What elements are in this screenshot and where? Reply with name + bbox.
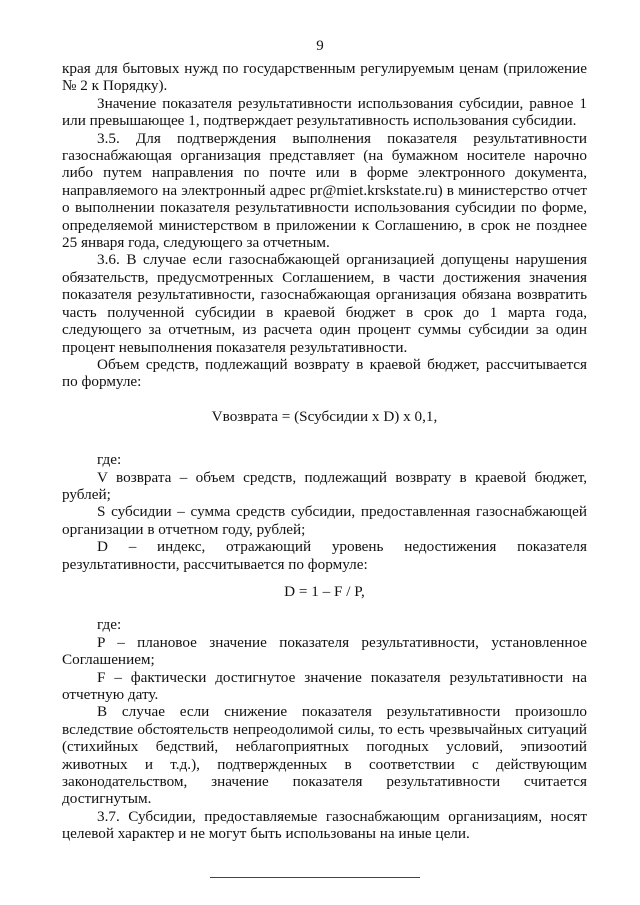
paragraph-result-value: Значение показателя результативности использования субсидии, равное 1 или превышающее 1, подтверждает результативность использования субсидии. <box>62 94 587 130</box>
formula-d-index: D = 1 – F / P, <box>284 582 365 600</box>
paragraph-continuation: края для бытовых нужд по государственным регулируемым ценам (приложение № 2 к Порядку). <box>62 60 587 95</box>
paragraph-3-7: 3.7. Субсидии, предоставляемые газоснабжающим организациям, носят целевой характер и не могут быть использованы на иные цели. <box>62 807 587 843</box>
document-body <box>62 60 587 843</box>
where-label-1: где: <box>97 451 122 469</box>
page-number: 9 <box>316 38 324 54</box>
definition-p: P – плановое значение показателя результативности, установленное Соглашением; <box>62 633 587 669</box>
paragraph-3-6: 3.6. В случае если газоснабжающей организацией допущены нарушения обязательств, предусмотренных Соглашением, в части достижения значения показателя результативности, газоснабжающая организация обязана возвратить часть полученной субсидии в краевой бюджет в срок до 1 марта года, следующего за отчетным, из расчета один процент суммы субсидии за один процент невыполнения показателя результативности. <box>62 251 587 356</box>
where-label-2: где: <box>97 616 122 634</box>
formula-refund: Vвозврата = (Sсубсидии x D) x 0,1, <box>211 407 438 425</box>
paragraph-3-5: 3.5. Для подтверждения выполнения показателя результативности газоснабжающая организация представляет (на бумажном носителе нарочно либо путем направления по почте или в форме электронного документа, направляемого на электронный адрес pr@miet.krskstate.ru) в министерство отчет о выполнении показателя результативности использования субсидии по форме, определяемой министерством в приложении к Соглашению, в срок не позднее 25 января года, следующего за отчетным. <box>62 129 587 252</box>
footer-divider <box>210 877 420 878</box>
definition-f: F – фактически достигнутое значение показателя результативности на отчетную дату. <box>62 668 587 703</box>
paragraph-force-majeure: В случае если снижение показателя результативности произошло вследствие обстоятельств непреодолимой силы, то есть чрезвычайных ситуаций (стихийных бедствий, неблагоприятных погодных условий, эпизоотий животных и т.д.), подтвержденных в соответствии с действующим законодательством, значение показателя результативности считается достигнутым. <box>62 703 587 808</box>
definition-s: S субсидии – сумма средств субсидии, предоставленная газоснабжающей организации в отчетном году, рублей; <box>62 503 587 538</box>
definition-d: D – индекс, отражающий уровень недостижения показателя результативности, рассчитывается по формуле: <box>62 538 587 573</box>
paragraph-refund-volume: Объем средств, подлежащий возврату в краевой бюджет, рассчитывается по формуле: <box>62 355 587 391</box>
definition-v: V возврата – объем средств, подлежащий возврату в краевой бюджет, рублей; <box>62 468 587 503</box>
